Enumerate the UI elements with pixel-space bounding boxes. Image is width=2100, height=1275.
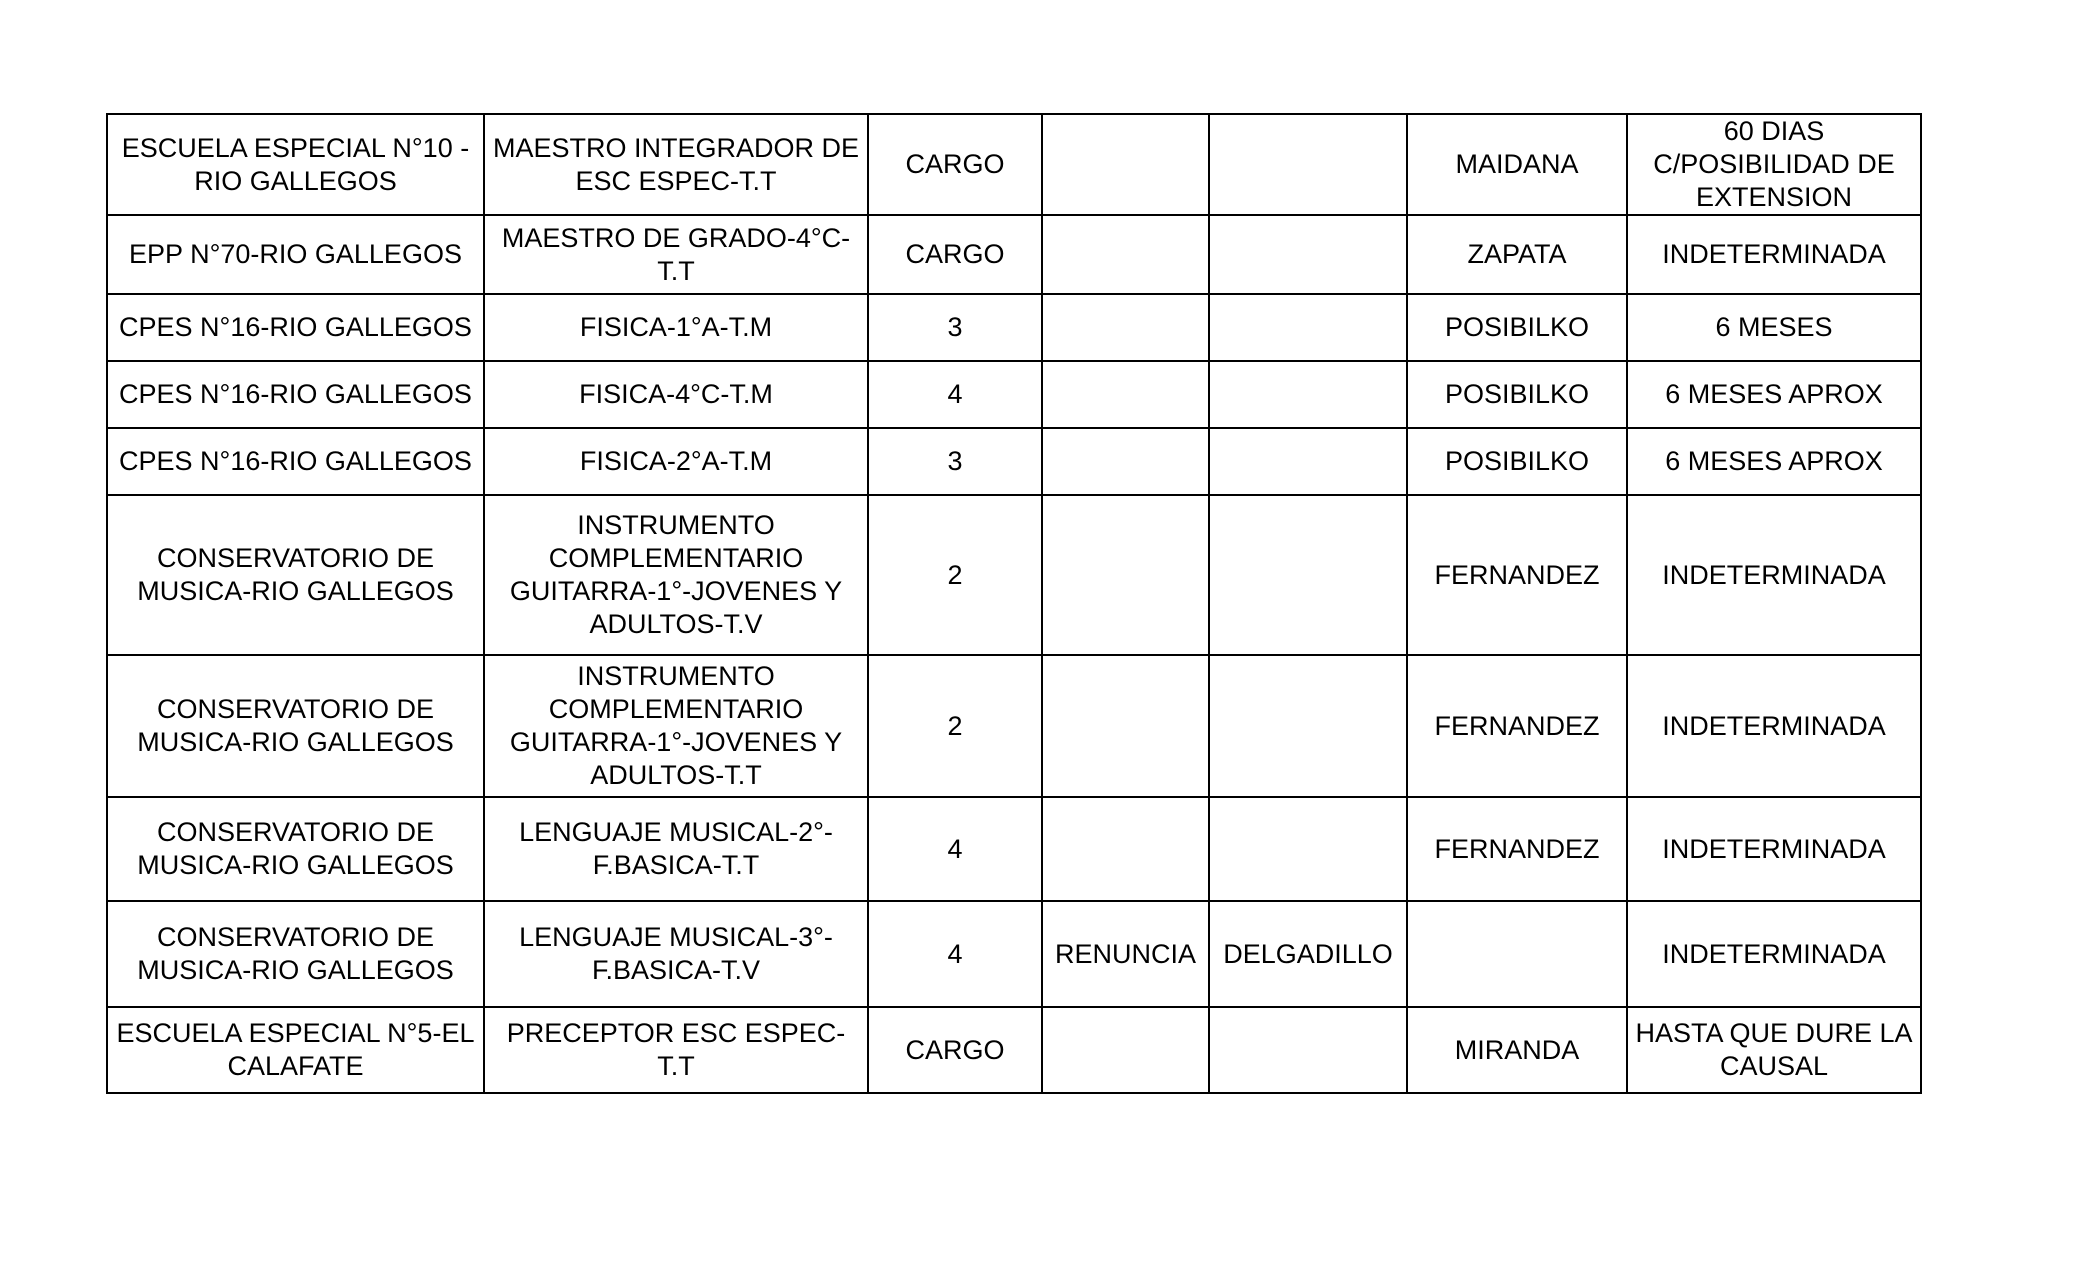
position-cell: PRECEPTOR ESC ESPEC-T.T <box>484 1007 868 1093</box>
reason-cell <box>1042 294 1209 361</box>
outgoing-name-cell <box>1209 797 1407 901</box>
duration-cell: INDETERMINADA <box>1627 215 1921 294</box>
holder-name-cell: ZAPATA <box>1407 215 1627 294</box>
duration-cell: INDETERMINADA <box>1627 797 1921 901</box>
hours-cell: 4 <box>868 797 1042 901</box>
hours-cell: 4 <box>868 901 1042 1007</box>
hours-cell: CARGO <box>868 215 1042 294</box>
position-cell: INSTRUMENTO COMPLEMENTARIO GUITARRA-1°-JOVENES Y ADULTOS-T.T <box>484 655 868 797</box>
duration-cell: INDETERMINADA <box>1627 655 1921 797</box>
table-row <box>107 215 1921 294</box>
table-row <box>107 428 1921 495</box>
holder-name-cell: FERNANDEZ <box>1407 797 1627 901</box>
school-cell: EPP N°70-RIO GALLEGOS <box>107 215 484 294</box>
holder-name-cell: POSIBILKO <box>1407 428 1627 495</box>
school-cell: CPES N°16-RIO GALLEGOS <box>107 361 484 428</box>
outgoing-name-cell <box>1209 1007 1407 1093</box>
reason-cell <box>1042 655 1209 797</box>
duration-cell: HASTA QUE DURE LA CAUSAL <box>1627 1007 1921 1093</box>
position-cell: FISICA-2°A-T.M <box>484 428 868 495</box>
position-cell: INSTRUMENTO COMPLEMENTARIO GUITARRA-1°-JOVENES Y ADULTOS-T.V <box>484 495 868 655</box>
holder-name-cell: POSIBILKO <box>1407 294 1627 361</box>
outgoing-name-cell <box>1209 655 1407 797</box>
duration-cell: 6 MESES APROX <box>1627 428 1921 495</box>
school-cell: CONSERVATORIO DE MUSICA-RIO GALLEGOS <box>107 655 484 797</box>
table-row <box>107 114 1921 215</box>
position-cell: MAESTRO DE GRADO-4°C-T.T <box>484 215 868 294</box>
table-row <box>107 901 1921 1007</box>
outgoing-name-cell <box>1209 215 1407 294</box>
hours-cell: 2 <box>868 655 1042 797</box>
position-cell: LENGUAJE MUSICAL-2°-F.BASICA-T.T <box>484 797 868 901</box>
hours-cell: 3 <box>868 428 1042 495</box>
school-cell: CPES N°16-RIO GALLEGOS <box>107 428 484 495</box>
reason-cell: RENUNCIA <box>1042 901 1209 1007</box>
holder-name-cell: FERNANDEZ <box>1407 655 1627 797</box>
duration-cell: 6 MESES APROX <box>1627 361 1921 428</box>
table-row <box>107 495 1921 655</box>
outgoing-name-cell: DELGADILLO <box>1209 901 1407 1007</box>
hours-cell: CARGO <box>868 1007 1042 1093</box>
vacancy-table <box>106 113 1922 1094</box>
position-cell: FISICA-4°C-T.M <box>484 361 868 428</box>
table-row <box>107 1007 1921 1093</box>
duration-cell: 60 DIAS C/POSIBILIDAD DE EXTENSION <box>1627 114 1921 215</box>
duration-cell: INDETERMINADA <box>1627 495 1921 655</box>
reason-cell <box>1042 215 1209 294</box>
school-cell: CPES N°16-RIO GALLEGOS <box>107 294 484 361</box>
table-row <box>107 797 1921 901</box>
hours-cell: 3 <box>868 294 1042 361</box>
reason-cell <box>1042 428 1209 495</box>
holder-name-cell <box>1407 901 1627 1007</box>
table-row <box>107 655 1921 797</box>
position-cell: FISICA-1°A-T.M <box>484 294 868 361</box>
holder-name-cell: FERNANDEZ <box>1407 495 1627 655</box>
reason-cell <box>1042 495 1209 655</box>
outgoing-name-cell <box>1209 428 1407 495</box>
holder-name-cell: POSIBILKO <box>1407 361 1627 428</box>
school-cell: ESCUELA ESPECIAL N°10 - RIO GALLEGOS <box>107 114 484 215</box>
school-cell: CONSERVATORIO DE MUSICA-RIO GALLEGOS <box>107 495 484 655</box>
hours-cell: 4 <box>868 361 1042 428</box>
holder-name-cell: MIRANDA <box>1407 1007 1627 1093</box>
outgoing-name-cell <box>1209 114 1407 215</box>
school-cell: CONSERVATORIO DE MUSICA-RIO GALLEGOS <box>107 797 484 901</box>
outgoing-name-cell <box>1209 294 1407 361</box>
hours-cell: 2 <box>868 495 1042 655</box>
outgoing-name-cell <box>1209 361 1407 428</box>
position-cell: LENGUAJE MUSICAL-3°-F.BASICA-T.V <box>484 901 868 1007</box>
reason-cell <box>1042 361 1209 428</box>
table-row <box>107 294 1921 361</box>
school-cell: CONSERVATORIO DE MUSICA-RIO GALLEGOS <box>107 901 484 1007</box>
outgoing-name-cell <box>1209 495 1407 655</box>
school-cell: ESCUELA ESPECIAL N°5-EL CALAFATE <box>107 1007 484 1093</box>
reason-cell <box>1042 1007 1209 1093</box>
reason-cell <box>1042 797 1209 901</box>
hours-cell: CARGO <box>868 114 1042 215</box>
table-row <box>107 361 1921 428</box>
position-cell: MAESTRO INTEGRADOR DE ESC ESPEC-T.T <box>484 114 868 215</box>
duration-cell: INDETERMINADA <box>1627 901 1921 1007</box>
reason-cell <box>1042 114 1209 215</box>
holder-name-cell: MAIDANA <box>1407 114 1627 215</box>
duration-cell: 6 MESES <box>1627 294 1921 361</box>
